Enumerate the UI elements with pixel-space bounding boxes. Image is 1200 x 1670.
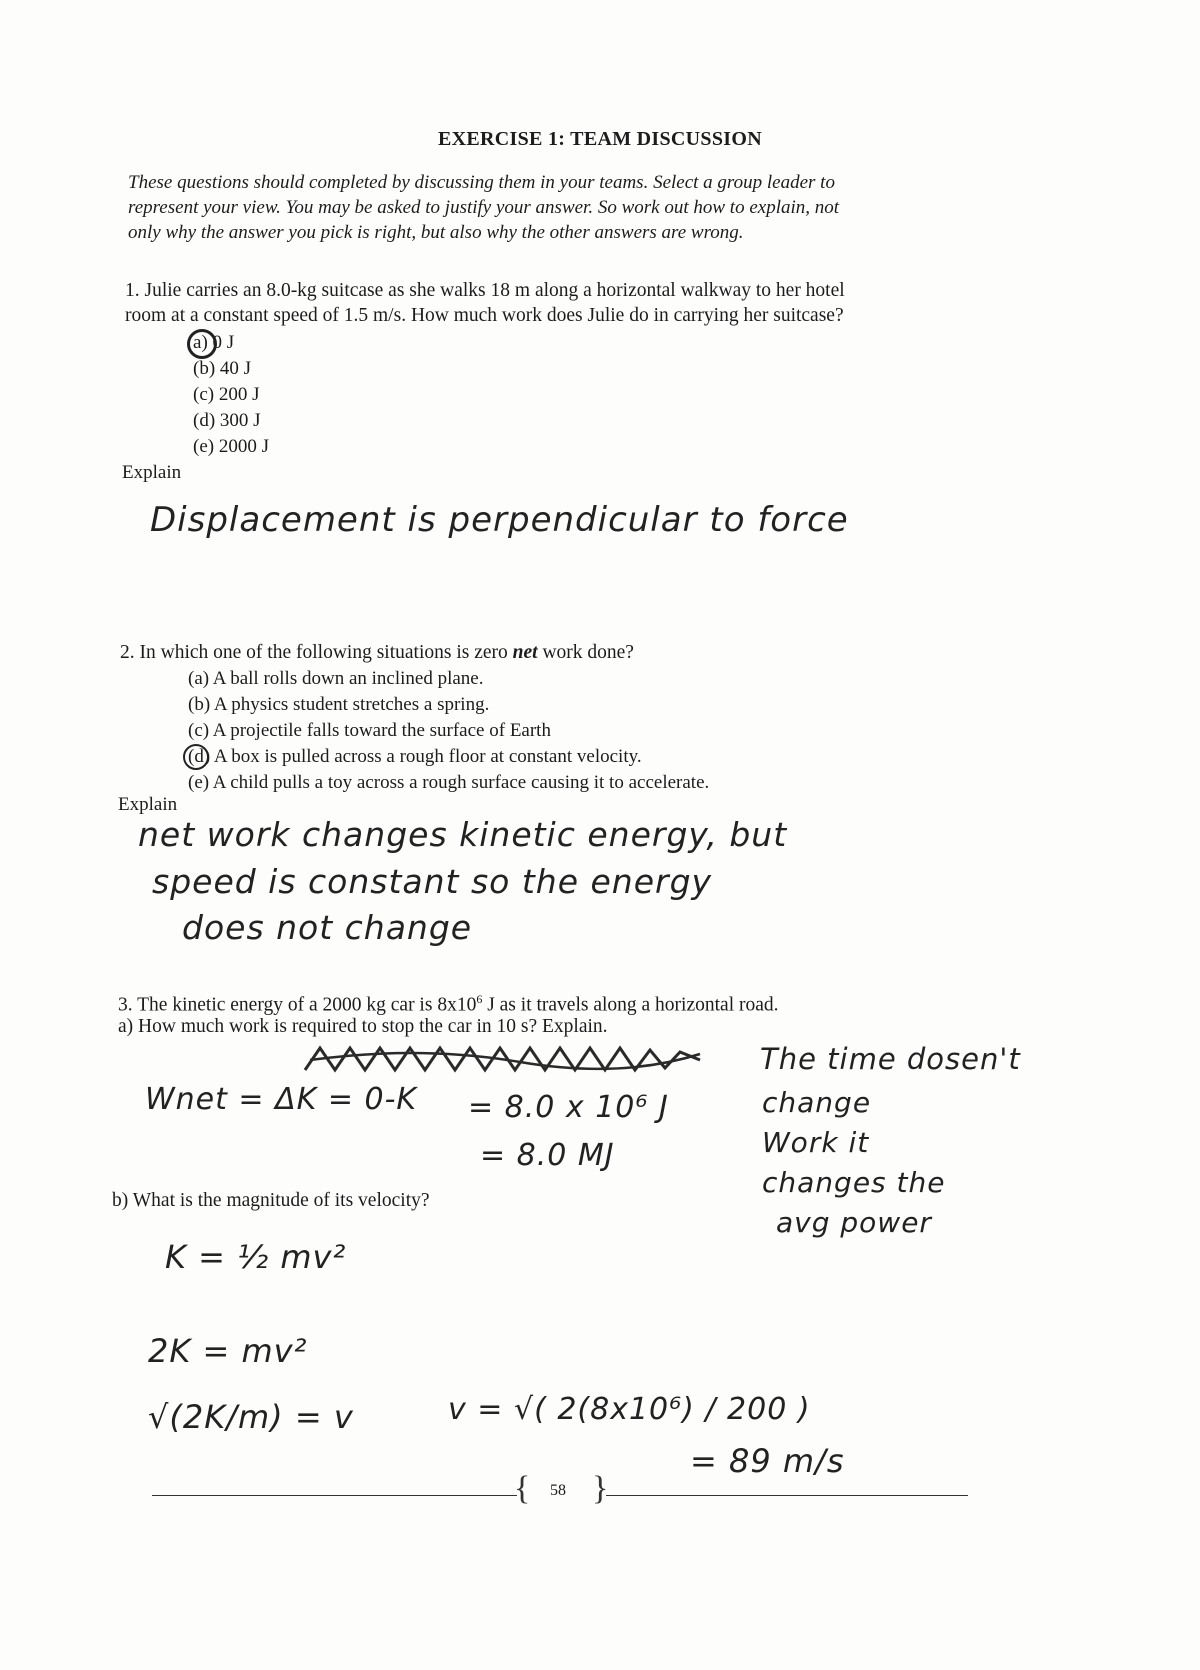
- footer-brace-left: {: [514, 1470, 531, 1507]
- q3-side-note-line-2: change: [762, 1086, 872, 1119]
- q2-explain-label: Explain: [118, 794, 178, 815]
- footer-brace-right: }: [592, 1470, 609, 1507]
- q3b-line-2: 2K = mv²: [148, 1332, 308, 1370]
- q3b-line-3: √(2K/m) = v: [148, 1398, 354, 1436]
- q3a-equation-1: Wnet = ΔK = 0-K: [145, 1082, 418, 1117]
- instructions-line-2: represent your view. You may be asked to justify your answer. So work out how to explain, not: [128, 197, 840, 218]
- q3b-line-5: = 89 m/s: [690, 1442, 845, 1480]
- q2-option-c: (c) A projectile falls toward the surface of Earth: [188, 720, 551, 741]
- q3-stem: 3. The kinetic energy of a 2000 kg car is $8x10^6$ J as it travels along a horizontal road.: [118, 992, 779, 1016]
- q1-option-d: (d) 300 J: [193, 410, 261, 431]
- q1-stem-line-1: 1. Julie carries an 8.0-kg suitcase as she walks 18 m along a horizontal walkway to her hotel: [125, 280, 845, 301]
- q2-handwritten-line-2: speed is constant so the energy: [152, 862, 713, 901]
- q2-option-b: (b) A physics student stretches a spring.: [188, 694, 490, 715]
- q3a-equation-3: = 8.0 MJ: [480, 1138, 615, 1173]
- q1-answer-circle: a: [193, 332, 202, 353]
- page-title: EXERCISE 1: TEAM DISCUSSION: [438, 128, 762, 150]
- q2-answer-circle: (d): [188, 746, 211, 767]
- q2-option-d: (d) A box is pulled across a rough floor at constant velocity.: [188, 746, 642, 767]
- q3-side-note-line-5: avg power: [776, 1206, 932, 1239]
- q3-part-b: b) What is the magnitude of its velocity?: [112, 1190, 430, 1211]
- footer-rule-right: [606, 1495, 968, 1496]
- q2-stem: 2. In which one of the following situations is zero net work done?: [120, 642, 634, 663]
- q3-side-note-line-3: Work it: [762, 1126, 870, 1159]
- q1-handwritten-answer: Displacement is perpendicular to force: [150, 500, 849, 540]
- q1-explain-label: Explain: [122, 462, 182, 483]
- instructions-line-1: These questions should completed by discussing them in your teams. Select a group leader to: [128, 172, 835, 193]
- q3b-line-4: v = √( 2(8x10⁶) / 200 ): [448, 1392, 811, 1427]
- q1-stem-line-2: room at a constant speed of 1.5 m/s. How much work does Julie do in carrying her suitcase?: [125, 305, 844, 326]
- scribble-out-mark: [300, 1040, 720, 1080]
- q2-option-e: (e) A child pulls a toy across a rough surface causing it to accelerate.: [188, 772, 710, 793]
- q2-handwritten-line-1: net work changes kinetic energy, but: [138, 815, 788, 854]
- footer-rule-left: [152, 1495, 517, 1496]
- q3-part-a: a) How much work is required to stop the car in 10 s? Explain.: [118, 1016, 608, 1037]
- q3-side-note-line-1: The time dosen't: [760, 1042, 1021, 1076]
- q3b-line-1: K = ½ mv²: [165, 1238, 347, 1276]
- q1-option-e: (e) 2000 J: [193, 436, 269, 457]
- q2-handwritten-line-3: does not change: [182, 908, 473, 947]
- q1-option-b: (b) 40 J: [193, 358, 252, 379]
- instructions-line-3: only why the answer you pick is right, but also why the other answers are wrong.: [128, 222, 744, 243]
- q3-side-note-line-4: changes the: [762, 1166, 946, 1199]
- q2-option-a: (a) A ball rolls down an inclined plane.: [188, 668, 484, 689]
- q3a-equation-2: = 8.0 x 10⁶ J: [468, 1090, 669, 1125]
- q1-option-a: a) 0 J: [193, 332, 235, 353]
- q1-option-c: (c) 200 J: [193, 384, 260, 405]
- page-number: 58: [550, 1482, 566, 1499]
